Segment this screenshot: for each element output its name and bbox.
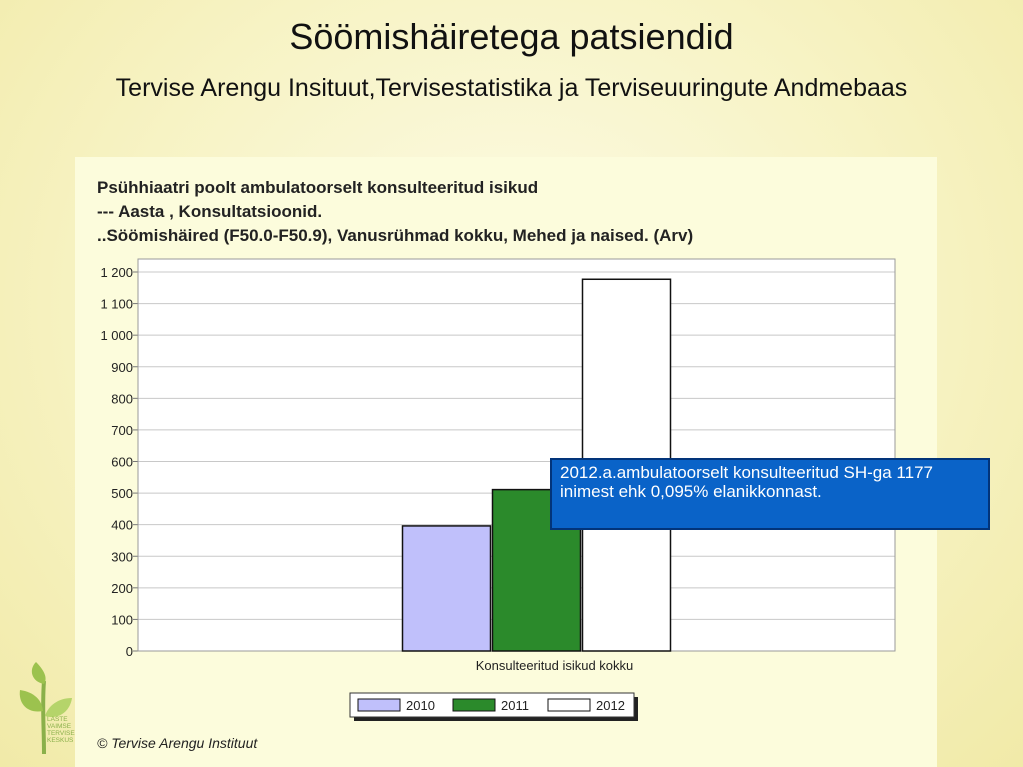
chart-title-line-2: --- Aasta , Konsultatsioonid. [97, 202, 323, 221]
slide-subtitle: Tervise Arengu Insituut,Tervisestatistika ja Terviseuuringute Andmebaas [115, 74, 908, 102]
legend-swatch-2010 [358, 699, 400, 711]
x-category-label: Konsulteeritud isikud kokku [475, 658, 634, 673]
annotation-note: 2012.a.ambulatoorselt konsulteeritud SH-ga 1177 inimest ehk 0,095% elanikkonnast. [550, 458, 990, 530]
logo-text [47, 716, 75, 744]
legend-label-2011: 2011 [501, 698, 529, 713]
logo-text-line: TERVISE [47, 730, 75, 737]
legend-label-2010: 2010 [406, 698, 435, 713]
y-tick-label: 900 [111, 359, 133, 375]
slide-title: Söömishäiretega patsiendid [289, 16, 734, 57]
y-tick-label: 100 [111, 612, 133, 628]
y-tick-label: 1 100 [100, 296, 133, 312]
logo-text-line: KESKUS [47, 737, 74, 744]
logo-text-line: LASTE [47, 716, 68, 723]
bar-2010 [403, 526, 491, 651]
legend-swatch-2012 [548, 699, 590, 711]
y-tick-label: 600 [111, 454, 133, 470]
chart-title-line-1: Psühhiaatri poolt ambulatoorselt konsulteeritud isikud [97, 178, 539, 197]
y-tick-label: 800 [111, 391, 133, 407]
legend-swatch-2011 [453, 699, 495, 711]
y-tick-label: 1 200 [100, 265, 133, 280]
legend-label-2012: 2012 [596, 698, 625, 713]
y-tick-label: 700 [111, 422, 133, 438]
y-tick-label: 200 [111, 580, 133, 596]
y-tick-label: 500 [111, 486, 133, 502]
chart-title-line-3: ..Söömishäired (F50.0-F50.9), Vanusrühmad kokku, Mehed ja naised. (Arv) [97, 226, 694, 245]
y-tick-label: 0 [125, 644, 133, 659]
y-tick-label: 1 000 [100, 328, 133, 344]
y-tick-label: 400 [111, 517, 133, 533]
y-tick-label: 300 [111, 549, 133, 565]
logo-text-line: VAIMSE [47, 723, 72, 730]
copyright-text: © Tervise Arengu Instituut [97, 735, 258, 751]
